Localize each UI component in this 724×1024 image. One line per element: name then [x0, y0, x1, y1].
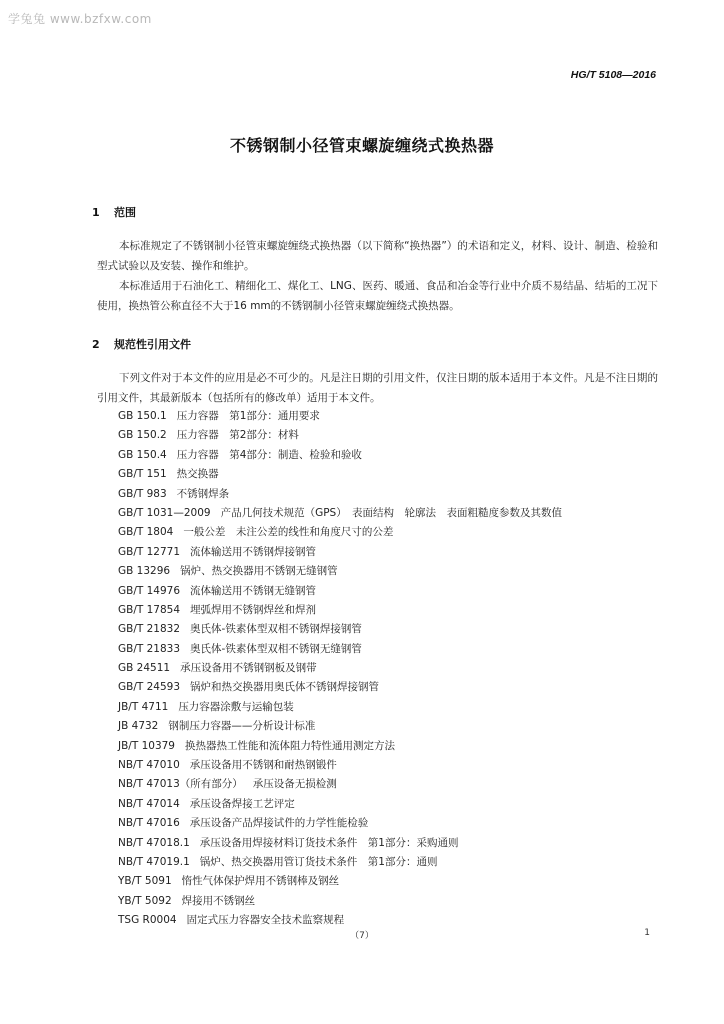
reference-item	[118, 426, 562, 445]
references-intro-paragraph: 下列文件对于本文件的应用是必不可少的。凡是注日期的引用文件，仅注日期的版本适用于本文件。凡是不注日期的引用文件，其最新版本（包括所有的修改单）适用于本文件。	[97, 372, 658, 404]
reference-code: JB/T 4711	[118, 700, 169, 713]
reference-title: 锅炉、热交换器用管订货技术条件 第1部分：通则	[199, 855, 438, 868]
reference-title: 一般公差 未注公差的线性和角度尺寸的公差	[183, 526, 394, 539]
reference-item	[118, 737, 562, 756]
watermark: 学兔兔 www.bzfxw.com	[8, 12, 152, 26]
reference-title: 热交换器	[176, 468, 219, 481]
section-number: 1	[92, 206, 100, 219]
reference-code: GB/T 14976	[118, 584, 181, 597]
reference-code: GB/T 21832	[118, 623, 181, 636]
reference-code: GB/T 983	[118, 487, 167, 500]
reference-item	[118, 678, 562, 697]
reference-item	[118, 775, 562, 794]
reference-code: NB/T 47013（所有部分）	[118, 778, 243, 791]
reference-code: GB 24511	[118, 662, 171, 675]
reference-code: YB/T 5092	[118, 894, 172, 907]
page-mark: 1	[644, 928, 650, 938]
reference-code: GB/T 151	[118, 468, 167, 481]
reference-title: 换热器热工性能和流体阻力特性通用测定方法	[185, 739, 395, 752]
reference-code: GB/T 1804	[118, 526, 174, 539]
scope-paragraph-1: 本标准规定了不锈钢制小径管束螺旋缠绕式换热器（以下简称“换热器”）的术语和定义，材料、设计、制造、检验和型式试验以及安装、操作和维护。	[97, 240, 658, 272]
reference-item	[118, 756, 562, 775]
reference-title: 奥氏体-铁素体型双相不锈钢焊接钢管	[190, 623, 362, 636]
reference-title: 奥氏体-铁素体型双相不锈钢无缝钢管	[190, 642, 362, 655]
section-title: 规范性引用文件	[114, 338, 191, 351]
reference-item	[118, 620, 562, 639]
reference-title: 承压设备用焊接材料订货技术条件 第1部分：采购通则	[199, 836, 459, 849]
reference-code: NB/T 47018.1	[118, 836, 190, 849]
reference-item	[118, 814, 562, 833]
reference-code: JB 4732	[118, 720, 159, 733]
reference-title: 压力容器涂敷与运输包装	[178, 700, 294, 713]
document-title: 不锈钢制小径管束螺旋缠绕式换热器	[229, 136, 494, 155]
reference-item	[118, 465, 562, 484]
reference-title: 锅炉和热交换器用奥氏体不锈钢焊接钢管	[190, 681, 380, 694]
reference-title: 承压设备无损检测	[252, 778, 337, 791]
reference-title: 流体输送用不锈钢焊接钢管	[190, 545, 317, 558]
reference-item	[118, 523, 562, 542]
reference-code: YB/T 5091	[118, 875, 172, 888]
reference-item	[118, 582, 562, 601]
reference-title: 锅炉、热交换器用不锈钢无缝钢管	[180, 565, 338, 578]
reference-title: 不锈钢焊条	[176, 487, 230, 500]
reference-item	[118, 892, 562, 911]
reference-code: GB/T 24593	[118, 681, 181, 694]
reference-code: GB 150.4	[118, 448, 167, 461]
reference-item	[118, 504, 562, 523]
reference-title: 压力容器 第2部分：材料	[176, 429, 299, 442]
reference-code: JB/T 10379	[118, 739, 175, 752]
reference-item	[118, 872, 562, 891]
page-number: （7）	[350, 931, 374, 941]
reference-code: NB/T 47010	[118, 759, 180, 772]
reference-title: 埋弧焊用不锈钢焊丝和焊剂	[190, 603, 317, 616]
reference-item	[118, 543, 562, 562]
reference-title: 流体输送用不锈钢无缝钢管	[190, 584, 317, 597]
reference-item	[118, 485, 562, 504]
reference-title: 承压设备用不锈钢钢板及钢带	[180, 662, 317, 675]
reference-title: 固定式压力容器安全技术监察规程	[186, 914, 345, 927]
scope-paragraph-2: 本标准适用于石油化工、精细化工、煤化工、LNG、医药、暖通、食品和冶金等行业中介质不易结晶、结垢的工况下使用，换热管公称直径不大于16 mm的不锈钢制小径管束螺旋缠绕式换热器。	[97, 280, 658, 312]
section-title: 范围	[114, 206, 136, 219]
reference-item	[118, 853, 562, 872]
reference-code: NB/T 47014	[118, 797, 180, 810]
reference-code: GB/T 1031—2009	[118, 506, 211, 519]
reference-item	[118, 717, 562, 736]
reference-code: GB/T 12771	[118, 545, 181, 558]
reference-code: GB 150.1	[118, 410, 167, 422]
reference-title: 承压设备焊接工艺评定	[189, 797, 295, 810]
reference-code: NB/T 47019.1	[118, 855, 190, 868]
reference-code: GB 13296	[118, 565, 171, 578]
reference-title: 钢制压力容器——分析设计标准	[168, 720, 316, 733]
standard-code: HG/T 5108—2016	[570, 69, 656, 81]
reference-item	[118, 640, 562, 659]
reference-code: GB/T 21833	[118, 642, 181, 655]
section-heading-normative-references	[92, 336, 191, 352]
reference-item	[118, 446, 562, 465]
reference-code: GB 150.2	[118, 429, 167, 442]
reference-item	[118, 659, 562, 678]
reference-title: 压力容器 第4部分：制造、检验和验收	[176, 448, 362, 461]
reference-item	[118, 698, 562, 717]
reference-item	[118, 601, 562, 620]
section-number: 2	[92, 338, 100, 351]
reference-list	[118, 407, 562, 931]
section-heading-scope	[92, 204, 136, 220]
reference-code: NB/T 47016	[118, 817, 180, 830]
reference-title: 承压设备用不锈钢和耐热钢锻件	[189, 759, 337, 772]
reference-item	[118, 562, 562, 581]
reference-code: TSG R0004	[118, 914, 177, 927]
reference-title: 承压设备产品焊接试件的力学性能检验	[189, 817, 369, 830]
reference-item	[118, 407, 562, 426]
reference-code: GB/T 17854	[118, 603, 181, 616]
reference-item	[118, 834, 562, 853]
reference-title: 惰性气体保护焊用不锈钢棒及钢丝	[181, 875, 340, 888]
reference-title: 焊接用不锈钢丝	[181, 894, 256, 907]
reference-item	[118, 795, 562, 814]
reference-title: 产品几何技术规范（GPS） 表面结构 轮廓法 表面粗糙度参数及其数值	[220, 506, 562, 519]
reference-title: 压力容器 第1部分：通用要求	[176, 410, 320, 422]
